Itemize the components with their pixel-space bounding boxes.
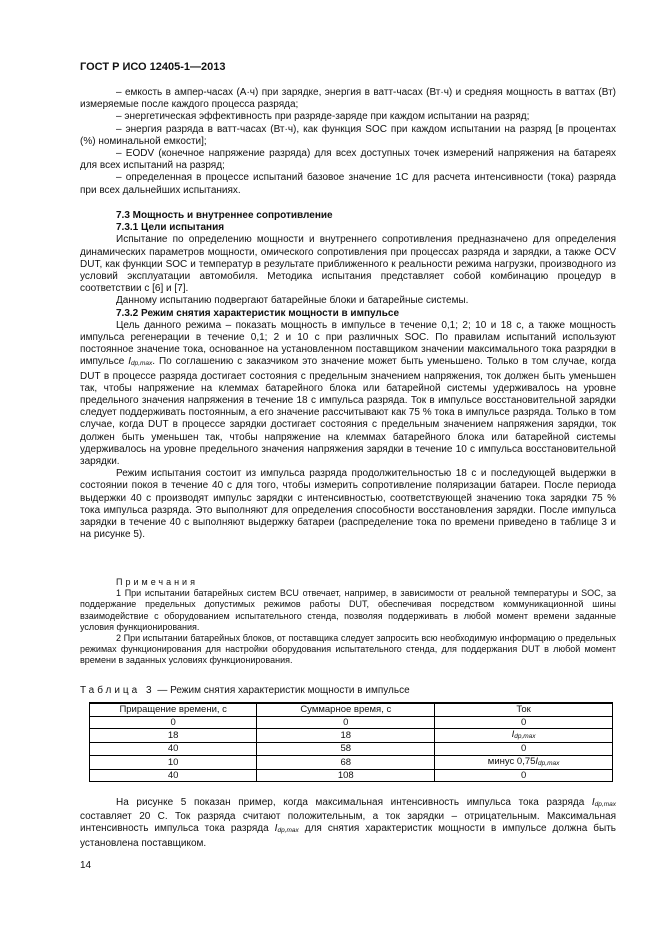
symbol-main: I <box>511 729 515 741</box>
cell: 18 <box>90 729 257 743</box>
cell: 10 <box>90 755 257 769</box>
cell: 18 <box>257 729 435 743</box>
section-heading: 7.3 Мощность и внутреннее сопротивление <box>116 210 333 221</box>
note-item: 2 При испытании батарейных блоков, от поставщика следует запросить всю необходимую информацию о предельных режимах функционирования для настройки оборудования испытательного стенда, для поддержания DUT в любой момент времени в заданных условиях функционирования. <box>80 633 616 666</box>
figure-paragraph-block <box>80 797 616 850</box>
cell: 40 <box>90 769 257 782</box>
subsection-heading: 7.3.1 Цели испытания <box>116 222 225 234</box>
symbol-idpmax <box>592 797 616 808</box>
cell <box>435 755 613 769</box>
text: Цель данного режима – показать мощность в импульсе в течение 0,1; 2; 10 и 18 с, а также мощность импульса регенерации в течение 0,1; 2 и 10 с при различных SOC. По правилам испытаний используют постоянное значение тока, основанное на установленном поставщиком значении максимального тока разрядки в импульсе <box>80 319 616 368</box>
symbol-idpmax <box>512 729 536 740</box>
caption-text: — Режим снятия характеристик мощности в импульсе <box>154 685 410 696</box>
caption-label: Таблица 3 <box>80 685 155 696</box>
column-header: Ток <box>435 703 613 716</box>
table-caption <box>80 685 616 697</box>
symbol-idpmax <box>275 823 299 834</box>
symbol-main: I <box>591 797 595 808</box>
cell: 58 <box>257 743 435 756</box>
cell: 108 <box>257 769 435 782</box>
symbol-sub: dp,max <box>538 759 560 767</box>
symbol-sub: dp,max <box>277 827 299 835</box>
note-item: 1 При испытании батарейных систем BCU отвечает, например, в зависимости от реальной температуры и SOC, за поддержание предельных допустимых режимов работы DUT, обеспечивая посредством коммуникационной шины взаимодействие с оборудованием испытательного стенда, позволяя поддерживать в любой момент времени заданные условия функционирования. <box>80 588 616 632</box>
table-row <box>90 729 613 743</box>
cell: 68 <box>257 755 435 769</box>
table-3 <box>80 685 616 782</box>
table-row <box>90 769 613 782</box>
subsection-heading: 7.3.2 Режим снятия характеристик мощности в импульсе <box>116 307 400 319</box>
symbol-idpmax <box>535 756 559 767</box>
cell: 40 <box>90 743 257 756</box>
list-item: – энергия разряда в ватт-часах (Вт·ч), как функция SOC при каждом испытании на разряд [в процентах (%) номинальной емкости]; <box>80 123 616 147</box>
cell: 0 <box>435 743 613 756</box>
list-item: – определенная в процессе испытаний базовое значение 1С для расчета интенсивности (тока) разряда при всех дальнейших испытаниях. <box>80 172 616 196</box>
text: составляет 20 С. Ток разряда считают положительным, а ток зарядки – отрицательным. Максимальная интенсивность импульса тока разряда <box>80 811 616 835</box>
symbol-idpmax <box>128 356 152 367</box>
cell: 0 <box>90 716 257 729</box>
document-header: ГОСТ Р ИСО 12405-1—2013 <box>80 61 226 73</box>
table-header-row <box>90 703 613 716</box>
cell-prefix: минус 0,75 <box>487 755 536 767</box>
cell: 0 <box>435 769 613 782</box>
paragraph-regime: Режим испытания состоит из импульса разряда продолжительностью 18 с и последующей выдержки в состоянии покоя в течение 40 с для того, чтобы измерить сопротивление поляризации батареи. После периода выдержки 40 с производят импульс зарядки с интенсивностью, соответствующей значению тока зарядки 75 % тока импульса разряда. Это выполняют для определения способности восстановления зарядки. После импульса зарядки в течение 40 с выполняют выдержку батареи (распределение тока по времени приведено в таблице 3 и на рисунке 5). <box>80 468 616 541</box>
symbol-sub: dp,max <box>514 733 536 741</box>
current-table <box>89 702 613 782</box>
list-item: – EODV (конечное напряжение разряда) для всех доступных точек измерений напряжения на батареях для всех испытаний на разряд; <box>80 148 616 172</box>
paragraph-figure <box>80 797 616 850</box>
cell: 0 <box>435 716 613 729</box>
text: для снятия характеристик мощности в импульсе должна быть установлена поставщиком. <box>80 823 616 849</box>
results-list <box>80 87 616 197</box>
notes <box>80 577 616 667</box>
table-row <box>90 743 613 756</box>
column-header: Суммарное время, с <box>257 703 435 716</box>
symbol-sub: dp,max <box>594 801 616 808</box>
page-number: 14 <box>80 860 92 871</box>
text: На рисунке 5 показан пример, когда максимальная интенсивность импульса тока разряда <box>116 797 592 808</box>
table-row <box>90 716 613 729</box>
table-row <box>90 755 613 769</box>
paragraph-mode <box>80 320 616 468</box>
text: . По соглашению с заказчиком это значение может быть уменьшено. Только в том случае, когда DUT в процессе разряда достигает состояния с предельным значением напряжения, ток должен быть уменьшен так, чтобы напряжение на клеммах батарейного блока или батарейной системы удерживалось на уровне предельного значения напряжения в течение 18 с импульса разряда. Ток в импульсе восстановительной зарядки следует поддерживать постоянным, а его значение рассчитывают как 75 % тока в импульсе разряда. Только в том случае, когда DUT в процессе зарядки достигает состояния с предельным значением напряжения зарядки, ток должен быть уменьшен так, чтобы напряжение на клеммах батарейного блока или батарейной системы удерживалось на уровне предельного значения напряжения зарядки в течение 10 с импульса восстановительной зарядки. <box>80 356 616 468</box>
list-item: – энергетическая эффективность при разряде-заряде при каждом испытании на разряд; <box>116 111 530 123</box>
symbol-sub: dp,max <box>130 360 153 368</box>
cell <box>435 729 613 743</box>
list-item: – емкость в ампер-часах (А·ч) при зарядке, энергия в ватт-часах (Вт·ч) и средняя мощность в ваттах (Вт) измеряемые после каждого процесса разряда; <box>80 87 616 111</box>
symbol-main: I <box>128 356 131 368</box>
column-header: Приращение времени, с <box>90 703 257 716</box>
notes-title: Примечания <box>116 577 198 587</box>
paragraph-goal: Испытание по определению мощности и внутреннего сопротивления предназначено для определения динамических параметров мощности, омического сопротивления при процессах разряда и зарядки, а также OCV DUT, как функции SOC и температур в результате приближенного к реальности режима нагрузки, производного из условий эксплуатации автомобиля. Методика испытания представляет собой комбинацию процедур в соответствии с [6] и [7]. <box>80 234 616 295</box>
cell: 0 <box>257 716 435 729</box>
symbol-main: I <box>535 755 539 767</box>
symbol-main: I <box>274 823 278 835</box>
paragraph-subject: Данному испытанию подвергают батарейные блоки и батарейные системы. <box>116 295 469 307</box>
section-7-3 <box>80 210 616 541</box>
